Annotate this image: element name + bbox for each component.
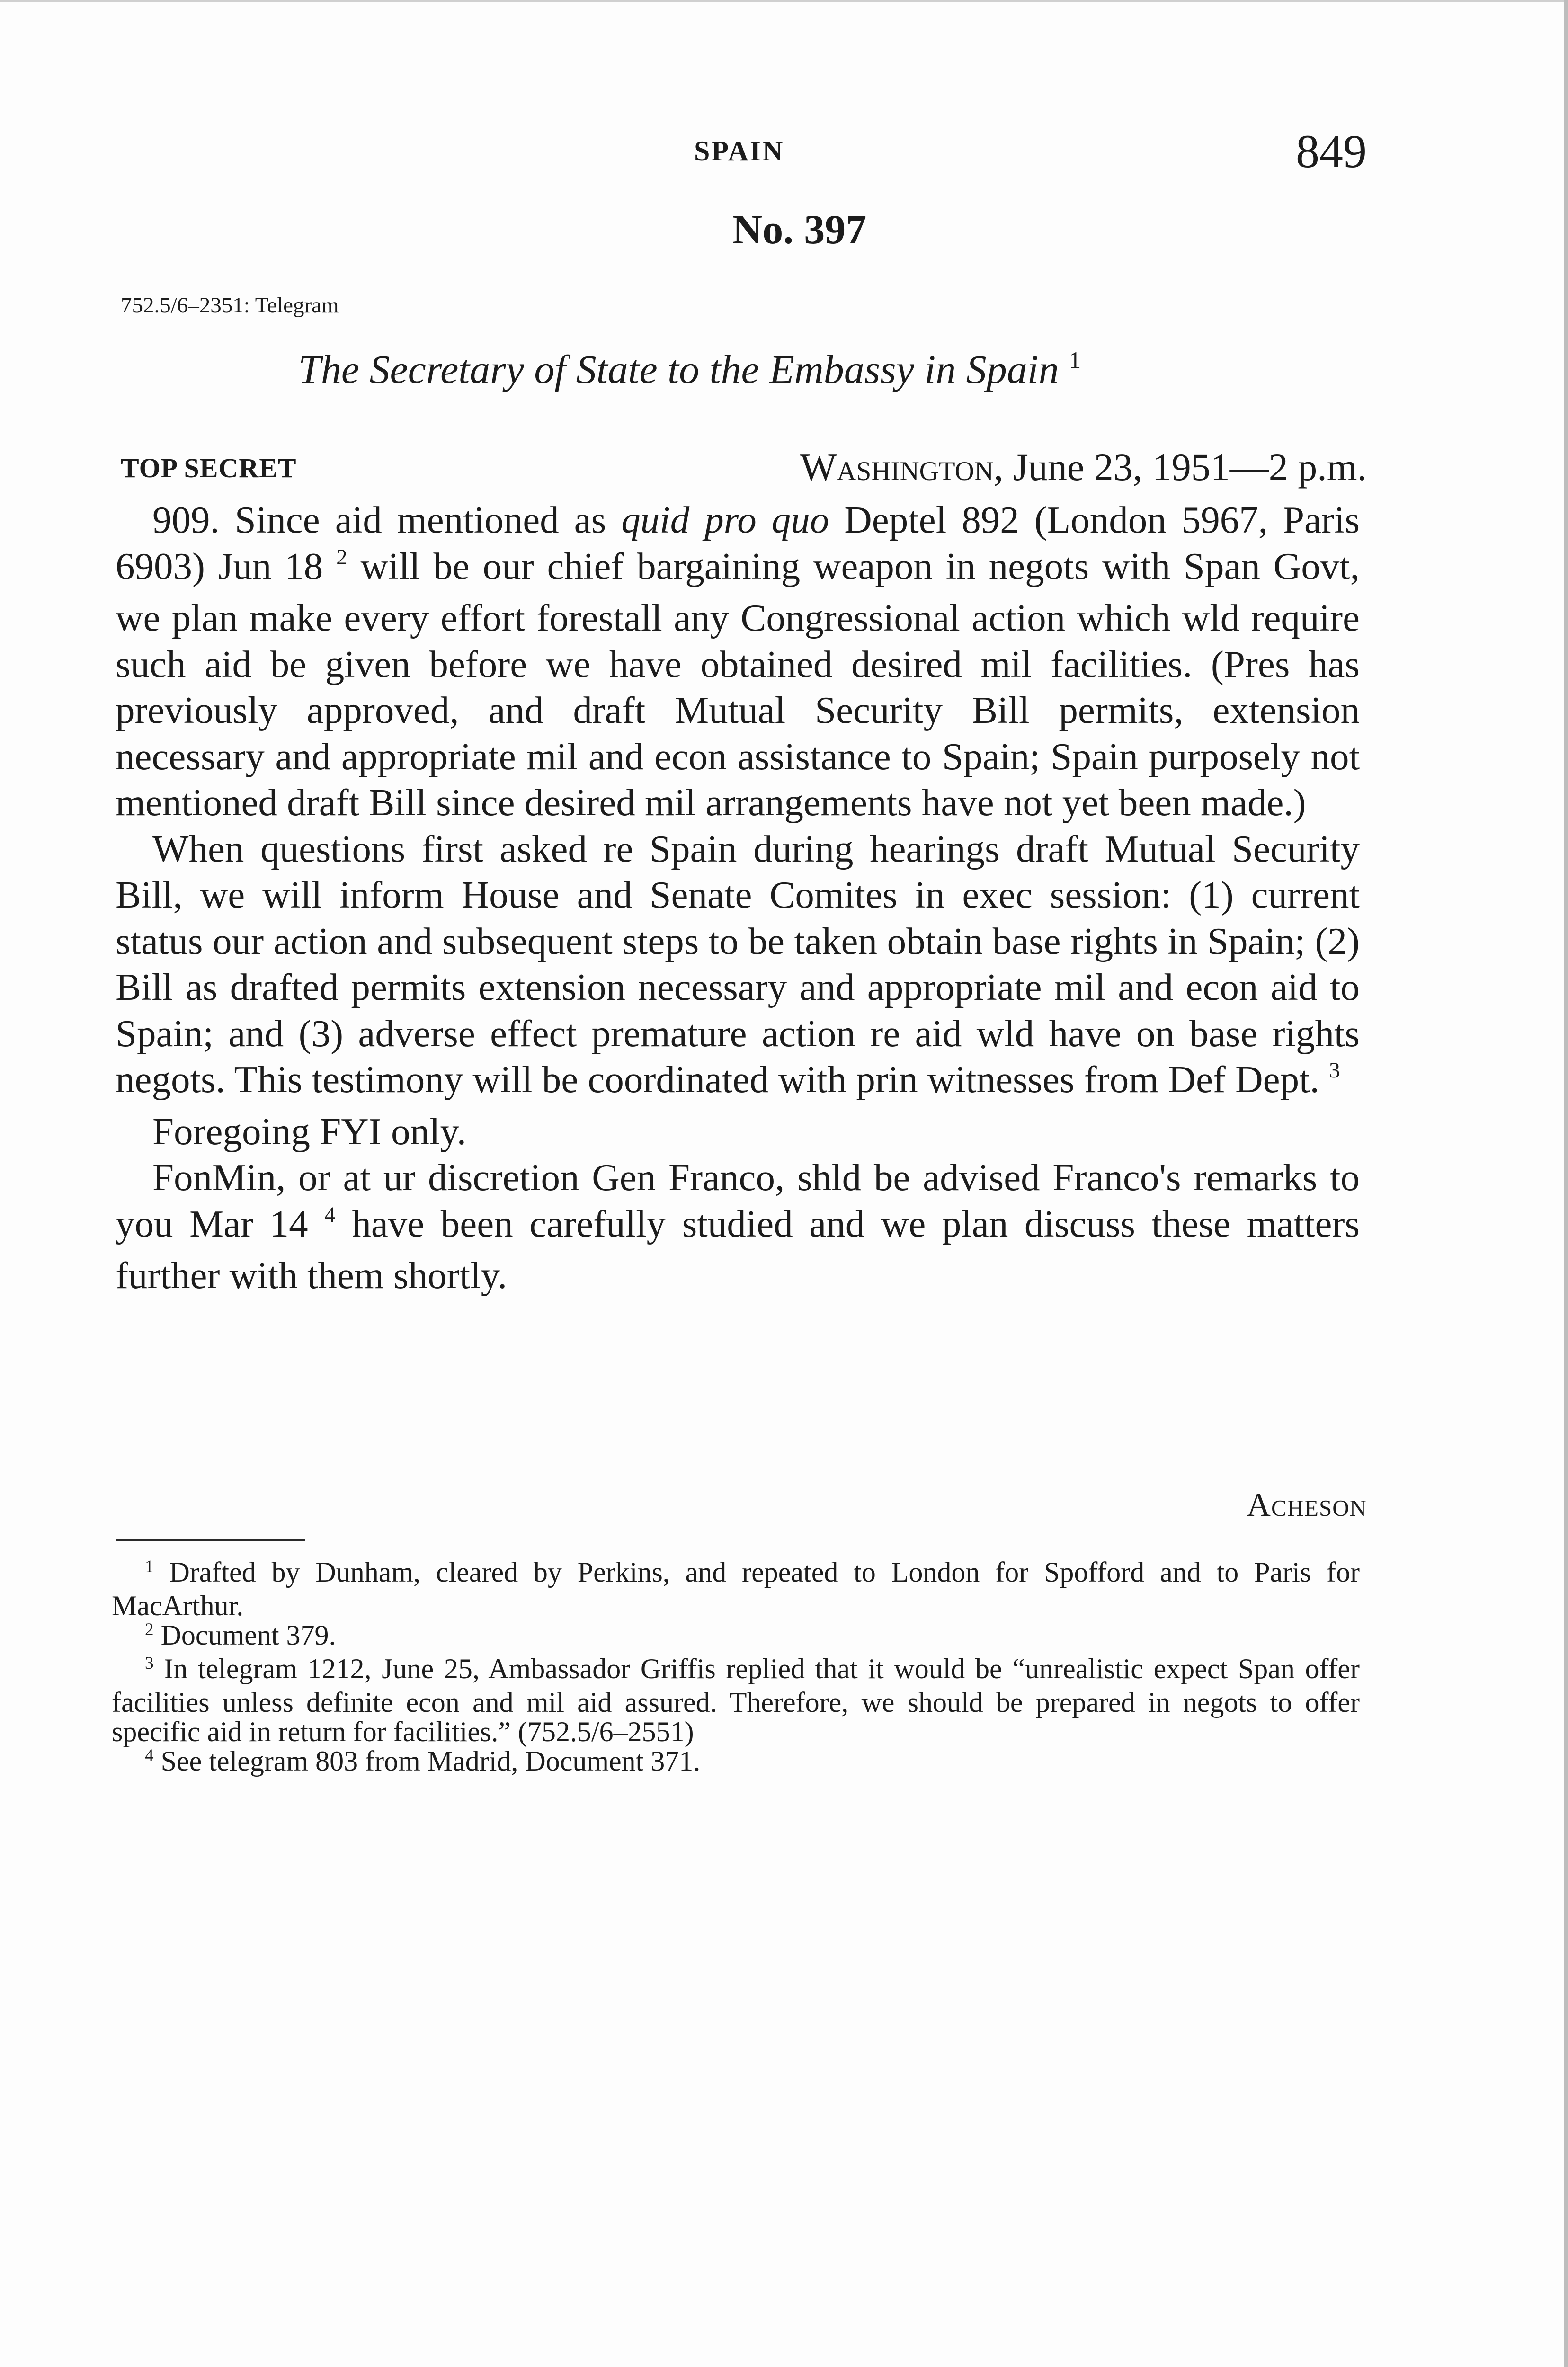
telegram-body	[116, 497, 1360, 1299]
page-right-edge	[1564, 0, 1568, 2367]
paragraph-4-text-a: FonMin, or at ur discretion Gen Franco, shld be advised Franco's remarks to you Mar 14	[116, 1156, 1360, 1245]
footnote-1-mark: 1	[145, 1557, 154, 1576]
dateline	[800, 445, 1367, 489]
file-reference: 752.5/6–2351: Telegram	[121, 293, 339, 318]
document-number: No. 397	[732, 207, 867, 253]
footnote-divider	[116, 1539, 305, 1541]
footnote-2-mark: 2	[145, 1620, 154, 1639]
page-top-edge	[0, 0, 1568, 2]
paragraph-1	[116, 497, 1360, 826]
footnote-3-text: In telegram 1212, June 25, Ambassador Griffis replied that it would be “unrealistic expect Span offer facilities unless definite econ and mil aid assured. Therefore, we should be prepared in negots to offer specific aid in return for facilities.” (752.5/6–2551)	[112, 1653, 1360, 1747]
dateline-place: Washington	[800, 445, 994, 489]
paragraph-1-italic: quid pro quo	[621, 498, 829, 541]
footnote-1-text: Drafted by Dunham, cleared by Perkins, and repeated to London for Spofford and to Paris for MacArthur.	[112, 1557, 1360, 1621]
footnote-2	[112, 1620, 1360, 1654]
footnote-4-text: See telegram 803 from Madrid, Document 371.	[153, 1745, 701, 1777]
paragraph-2	[116, 826, 1360, 1109]
footnote-4-mark: 4	[145, 1745, 154, 1765]
classification-label: TOP SECRET	[121, 453, 297, 483]
footnote-3	[112, 1654, 1360, 1746]
page-number: 849	[1296, 125, 1367, 178]
footnote-ref-3: 3	[1329, 1058, 1340, 1083]
running-head: SPAIN	[694, 135, 784, 167]
signature: Acheson	[1247, 1487, 1367, 1523]
footnote-ref-1: 1	[1069, 347, 1081, 373]
paragraph-4-text-b: have been carefully studied and we plan discuss these matters further with them shortly.	[116, 1202, 1360, 1297]
paragraph-1-text-b: Deptel 892 (London 5967, Paris 6903) Jun 18	[116, 498, 1360, 587]
heading-text: The Secretary of State to the Embassy in Spain	[298, 347, 1059, 392]
footnote-ref-4: 4	[324, 1202, 336, 1227]
footnote-4	[112, 1746, 1360, 1780]
paragraph-2-text: When questions first asked re Spain during hearings draft Mutual Security Bill, we will inform House and Senate Comites in exec session: (1) current status our action and subsequent steps to be taken obtain base rights in Spain; (2) Bill as drafted permits extension necessary and appropriate mil and econ aid to Spain; and (3) adverse effect premature action re aid wld have on base rights negots. This testimony will be coordinated with prin witnesses from Def Dept.	[116, 827, 1360, 1101]
dateline-date: , June 23, 1951—2 p.m.	[993, 445, 1367, 489]
paragraph-1-text-a: 909. Since aid mentioned as	[152, 498, 622, 541]
footnote-1	[112, 1557, 1360, 1620]
footnotes	[112, 1557, 1360, 1780]
footnote-3-mark: 3	[145, 1653, 154, 1673]
paragraph-1-text-c: will be our chief bargaining weapon in negots with Span Govt, we plan make every effort forestall any Congressional action which wld require such aid be given before we have obtained desired mil facilities. (Pres has previously approved, and draft Mutual Security Bill permits, extension necessary and appropriate mil and econ assistance to Spain; Spain purposely not mentioned draft Bill since desired mil arrangements have not yet been made.)	[116, 544, 1360, 824]
paragraph-3: Foregoing FYI only.	[152, 1110, 466, 1153]
footnote-2-text: Document 379.	[153, 1620, 336, 1651]
document-heading	[298, 346, 1081, 393]
paragraph-4	[116, 1155, 1360, 1299]
footnote-ref-2: 2	[336, 544, 347, 570]
